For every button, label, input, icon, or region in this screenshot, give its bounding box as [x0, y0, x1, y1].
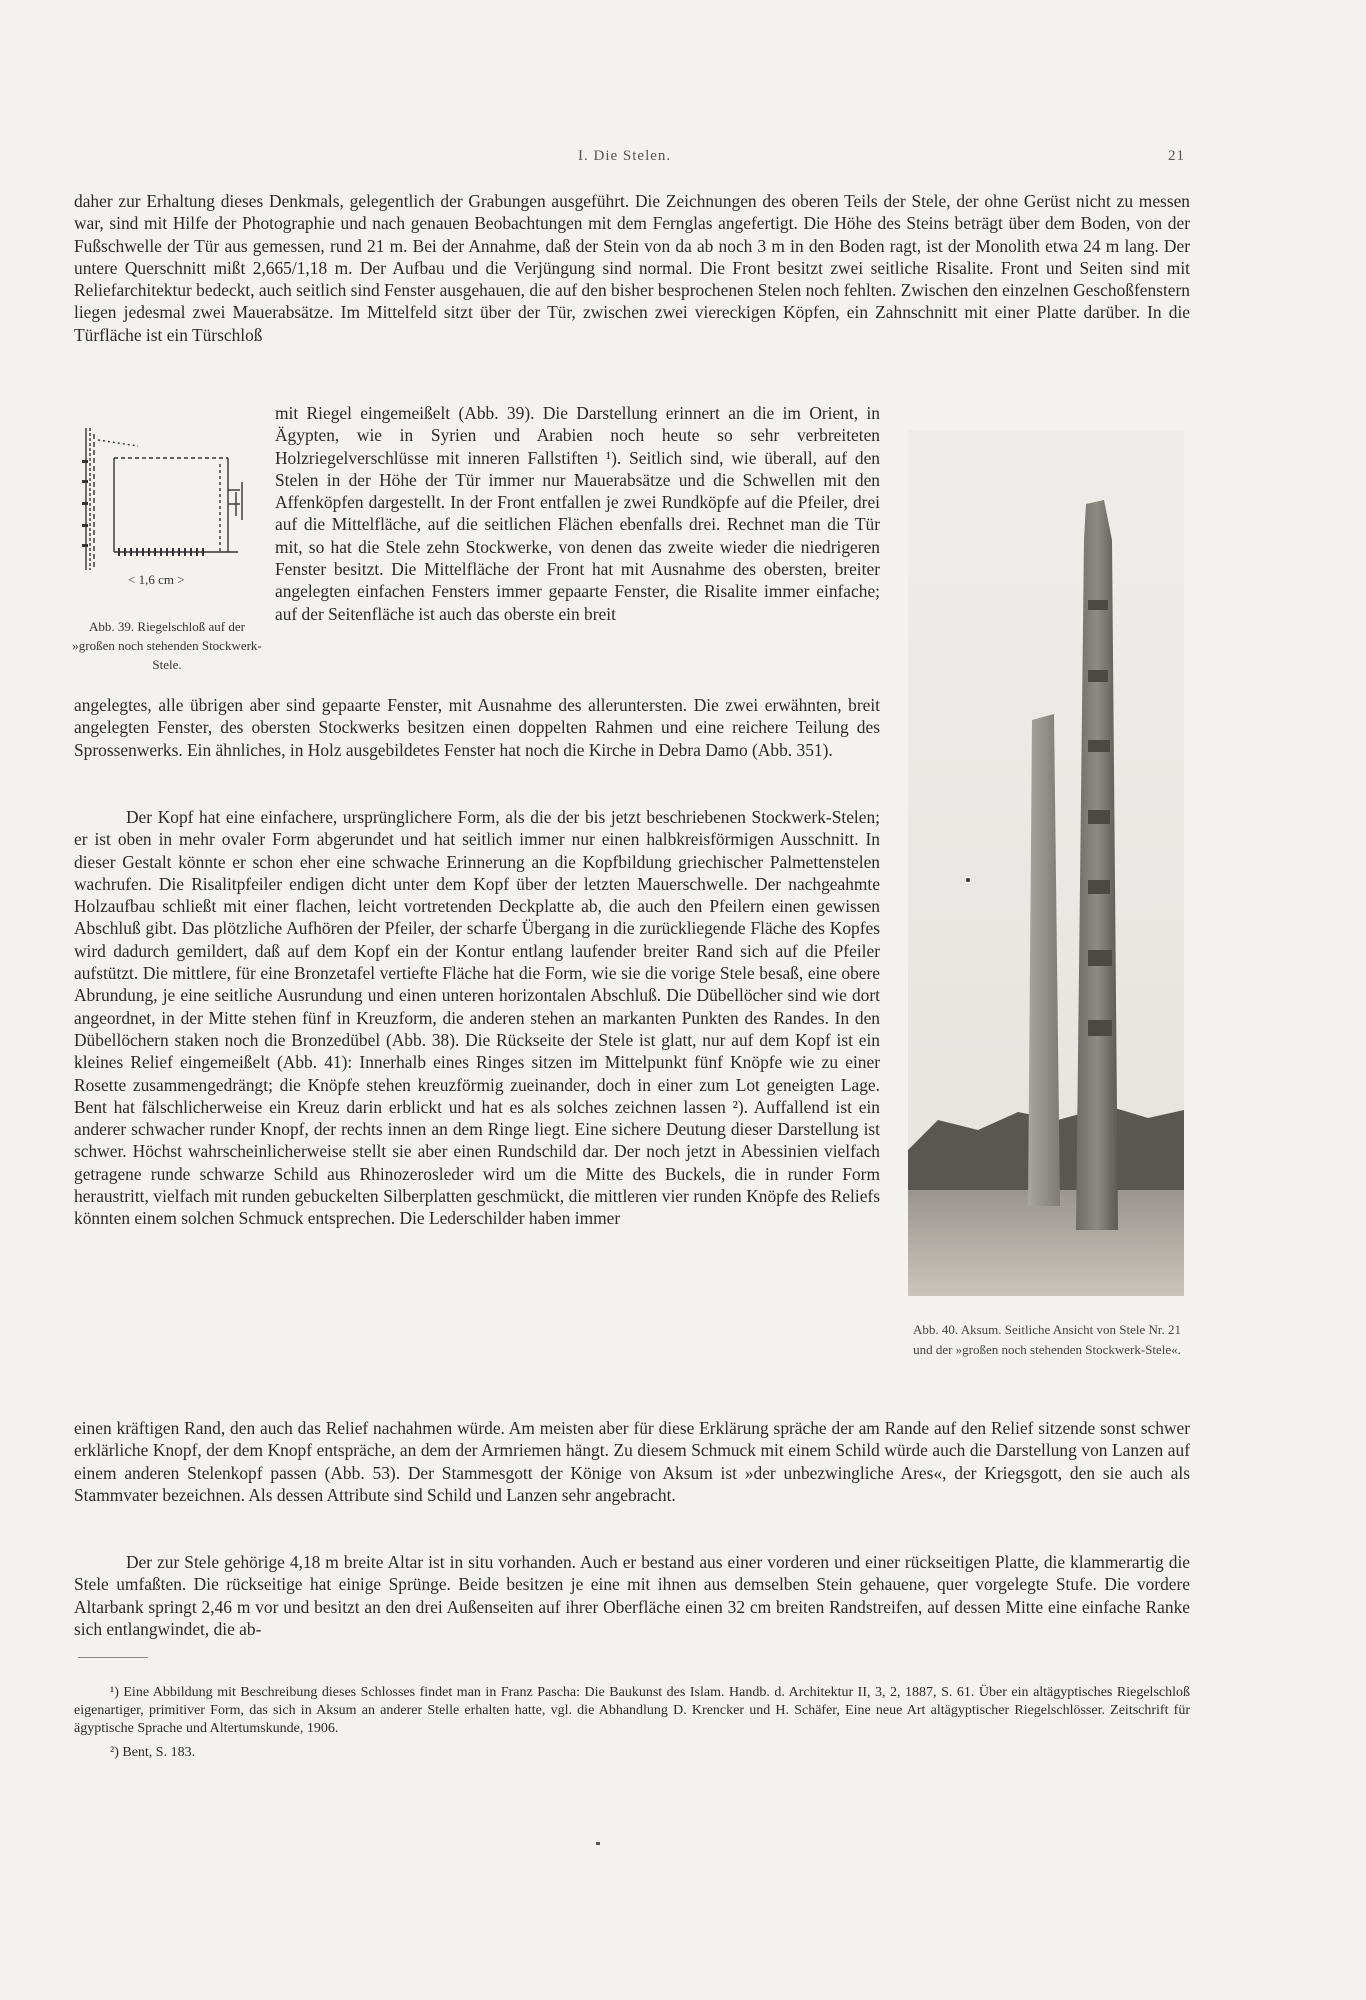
footnote-2: ²) Bent, S. 183.: [110, 1745, 196, 1760]
figure-40-caption: Abb. 40. Aksum. Seitliche Ansicht von Stele Nr. 21 und der »großen noch stehenden Stockwerk-Stele«.: [913, 1322, 1181, 1357]
footnote-rule: [78, 1657, 148, 1658]
page-number: 21: [1168, 148, 1185, 164]
fig39-scale-label: < 1,6 cm >: [128, 572, 185, 587]
stele-photo-image: [908, 430, 1184, 1296]
paragraph-1: daher zur Erhaltung dieses Denkmals, gelegentlich der Grabungen ausgeführt. Die Zeichnungen des oberen Teils der Stele, der ohne Gerüst nicht zu messen war, sind mit Hilfe der Photographie und nach genauen Beobachtungen mit dem Fernglas angefertigt. Die Höhe des Steins beträgt über dem Boden, von der Fußschwelle der Tür aus gemessen, rund 21 m. Bei der Annahme, daß der Stein von da ab noch 3 m in den Boden ragt, ist der Monolith etwa 24 m lang. Der untere Querschnitt mißt 2,665/1,18 m. Der Aufbau und die Verjüngung sind normal. Die Front besitzt zwei seitliche Risalite. Front und Seiten sind mit Reliefarchitektur bedeckt, auch seitlich sind Fenster ausgehauen, die auf den bisher besprochenen Stelen noch fehlten. Zwischen den einzelnen Geschoßfenstern liegen jedesmal zwei Mauerabsätze. Im Mittelfeld sitzt über der Tür, zwischen zwei viereckigen Köpfen, ein Zahnschnitt mit einer Platte darüber. In die Türfläche ist ein Türschloß: [74, 191, 1190, 345]
running-title: I. Die Stelen.: [578, 148, 672, 164]
page-header: [0, 148, 1366, 170]
figure-39-caption: Abb. 39. Riegelschloß auf der »großen noch stehenden Stockwerk-Stele.: [72, 619, 262, 672]
stray-mark: [596, 1842, 600, 1845]
paragraph-2: mit Riegel eingemeißelt (Abb. 39). Die Darstellung erinnert an die im Orient, in Ägypten, wie in Syrien und Arabien noch heute so sehr verbreiteten Holzriegelverschlüsse mit inneren Fallstiften ¹). Seitlich sind, wie überall, auf den Stelen in der Höhe der Tür immer nur Mauerabsätze und die Schwellen mit den Affenköpfen dargestellt. In der Front entfallen je zwei Rundköpfe auf die Pfeiler, drei auf die Mittelfläche, auf die seitlichen Flächen ebenfalls drei. Rechnet man die Tür mit, so hat die Stele zehn Stockwerke, von denen das zweite wieder die niedrigeren Fenster besitzt. Die Mittelfläche der Front hat mit Ausnahme des obersten, breiter angelegten einfachen Fensters immer gepaarte Fenster, die Risalite immer einfache; auf der Seitenfläche ist auch das oberste ein breit: [275, 403, 880, 624]
figure-39-lock-drawing: [78, 420, 258, 600]
paragraph-3: angelegtes, alle übrigen aber sind gepaarte Fenster, mit Ausnahme des alleruntersten. Die zwei erwähnten, breit angelegten Fenster, des obersten Stockwerks besitzen einen doppelten Rahmen und eine reichere Teilung des Sprossenwerks. Ein ähnliches, in Holz ausgebildetes Fenster hat noch die Kirche in Debra Damo (Abb. 351).: [74, 695, 880, 760]
paragraph-4: Der Kopf hat eine einfachere, ursprünglichere Form, als die der bis jetzt beschriebenen Stockwerk-Stelen; er ist oben in mehr ovaler Form abgerundet und hat seitlich immer nur einen halbkreisförmigen Ausschnitt. In dieser Gestalt könnte er schon eher eine schwache Erinnerung an die Kopfbildung griechischer Palmettenstelen wachrufen. Die Risalitpfeiler endigen dicht unter dem Kopf über der letzten Mauerschwelle. Der nachgeahmte Holzaufbau schließt mit einer flachen, leicht vortretenden Deckplatte ab, die auch den Pfeilern einen gewissen Abschluß gibt. Das plötzliche Aufhören der Pfeiler, der scharfe Übergang in die zurückliegende Fläche des Kopfes wird dadurch gemildert, daß auf dem Kopf ein der Kontur entlang laufender breiter Rand sich auf die Pfeiler aufstützt. Die mittlere, für eine Bronzetafel vertiefte Fläche hat die Form, wie sie die vorige Stele besaß, eine obere Abrundung, je eine seitliche Ausrundung und einen unteren horizontalen Abschluß. Die Dübellöcher sind wie dort angeordnet, in der Mitte stehen fünf in Kreuzform, die anderen stehen an markanten Punkten des Randes. In den Dübellöchern staken noch die Bronzedübel (Abb. 38). Die Rückseite der Stele ist glatt, nur auf dem Kopf ist ein kleines Relief eingemeißelt (Abb. 41): Innerhalb eines Ringes sitzen im Mittelpunkt fünf Knöpfe wie zu einer Rosette zusammengedrängt; die Knöpfe stehen kreuzförmig zueinander, doch in einer zum Lot geneigten Lage. Bent hat fälschlicherweise ein Kreuz darin erblickt und hat es als solches zeichnen lassen ²). Auffallend ist ein anderer schwacher runder Knopf, der rechts innen an dem Ringe liegt. Eine sichere Deutung dieser Darstellung ist schwer. Höchst wahrscheinlicherweise stellt sie aber einen Rundschild dar. Der noch jetzt in Abessinien vielfach getragene runde schwarze Schild aus Rhinozerosleder wird um die Mitte des Buckels, die in runder Form heraustritt, vielfach mit runden gebuckelten Silberplatten geschmückt, die mittleren vier runden Knöpfe des Reliefs könnten einem solchen Schmuck entsprechen. Die Lederschilder haben immer: [74, 807, 880, 1229]
paragraph-5: einen kräftigen Rand, den auch das Relief nachahmen würde. Am meisten aber für diese Erklärung spräche der am Rande auf den Relief sitzende sonst schwer erklärliche Knopf, der dem Knopf entspräche, an dem der Armriemen hängt. Zu diesem Schmuck mit einem Schild würde auch die Darstellung von Lanzen auf einem anderen Stelenkopf passen (Abb. 53). Der Stammesgott der Könige von Aksum ist »der unbezwingliche Ares«, der Kriegsgott, den sie auch als Stammvater bezeichnen. Als dessen Attribute sind Schild und Lanzen sehr angebracht.: [74, 1418, 1190, 1505]
figure-40-photo: [908, 430, 1184, 1296]
lock-drawing-image: [78, 420, 258, 600]
footnote-1: ¹) Eine Abbildung mit Beschreibung dieses Schlosses findet man in Franz Pascha: Die Baukunst des Islam. Handb. d. Architektur II, 3, 2, 1887, S. 61. Über ein altägyptisches Riegelschloß eigenartiger, primitiver Form, das sich in Aksum an anderer Stelle erhalten hatte, vgl. die Abhandlung D. Krencker und H. Schäfer, Eine neue Art altägyptischer Riegelschlösser. Zeitschrift für ägyptische Sprache und Altertumskunde, 1906.: [74, 1685, 1190, 1736]
paragraph-6: Der zur Stele gehörige 4,18 m breite Altar ist in situ vorhanden. Auch er bestand aus einer vorderen und einer rückseitigen Platte, die klammerartig die Stele umfaßten. Die rückseitige hat einige Sprünge. Beide besitzen je eine mit ihnen aus demselben Stein gehauene, quer vorgelegte Stufe. Die vordere Altarbank springt 2,46 m vor und besitzt an den drei Außenseiten auf ihrer Oberfläche einen 32 cm breiten Randstreifen, auf dessen Mitte eine einfache Ranke sich entlangwindet, die ab-: [74, 1552, 1190, 1639]
